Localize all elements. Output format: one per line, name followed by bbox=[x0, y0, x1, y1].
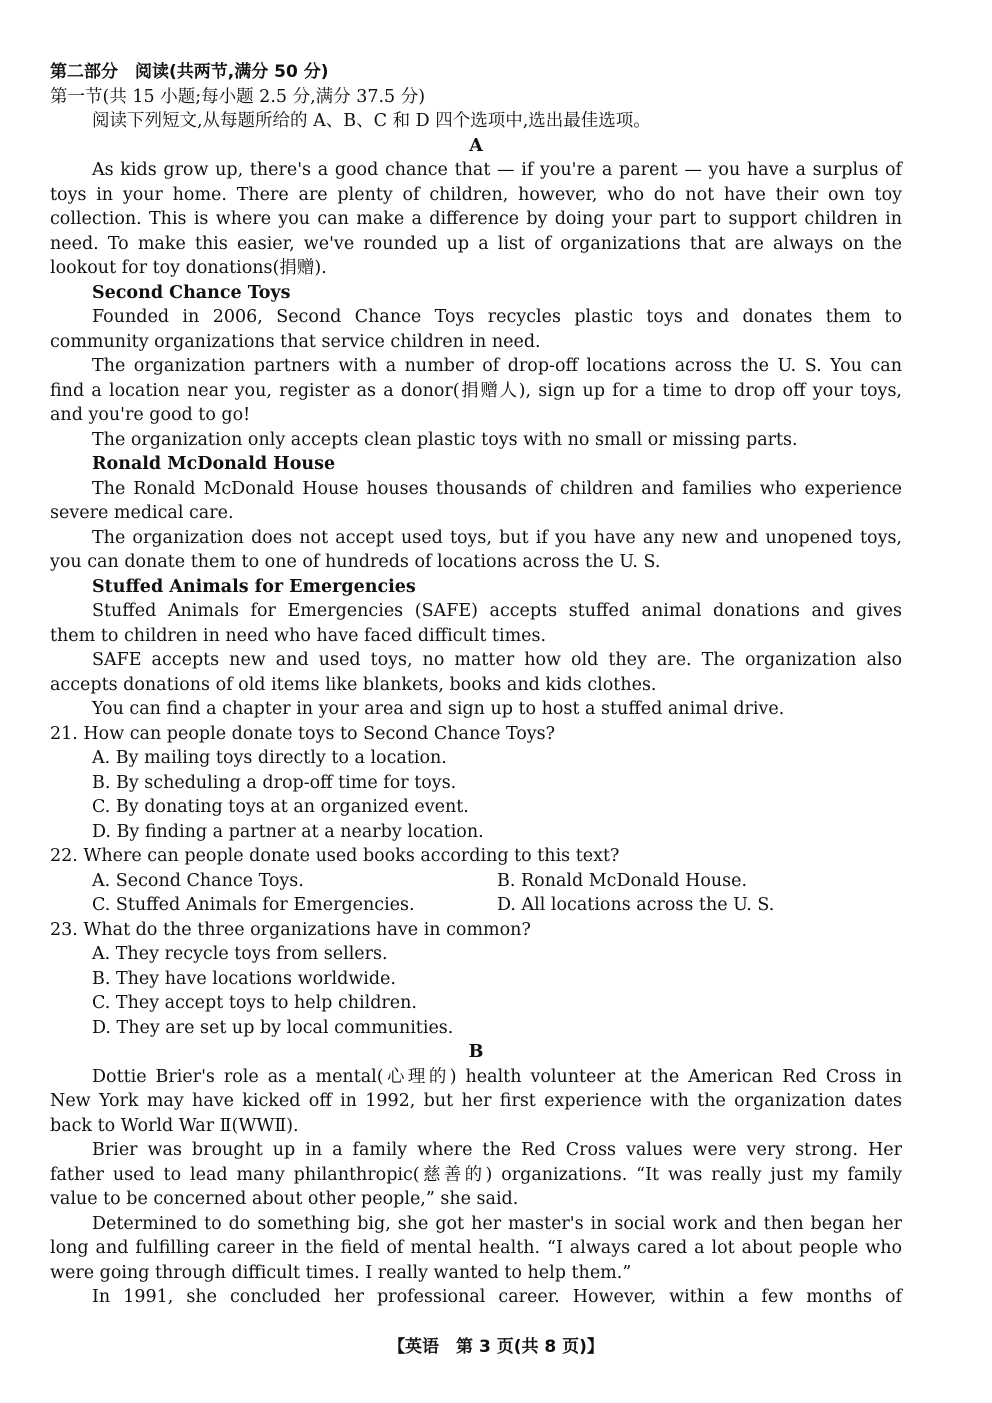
passage-text: The organization only accepts clean plastic toys with no small or missing parts. bbox=[92, 429, 798, 450]
passage-text: collection. This is where you can make a difference by doing your part to support children in bbox=[50, 209, 902, 229]
question-option: C. They accept toys to help children. bbox=[92, 993, 417, 1013]
passage-text: long and fulfilling career in the field of mental health. “I always cared a lot about people who bbox=[50, 1238, 902, 1258]
passage-text: Brier was brought up in a family where the Red Cross values were very strong. Her bbox=[92, 1140, 902, 1160]
option-row bbox=[50, 869, 902, 894]
passage-b-letter: B bbox=[468, 1042, 484, 1062]
exam-page bbox=[50, 60, 902, 1310]
question-option: A. They recycle toys from sellers. bbox=[92, 944, 388, 964]
passage-text: You can find a chapter in your area and sign up to host a stuffed animal drive. bbox=[92, 699, 785, 719]
passage-text: The Ronald McDonald House houses thousands of children and families who experience bbox=[92, 478, 902, 499]
org-title: Stuffed Animals for Emergencies bbox=[92, 576, 416, 597]
passage-text: New York may have kicked off in 1992, but her first experience with the organization dates bbox=[50, 1091, 902, 1111]
passage-text: them to children in need who have faced difficult times. bbox=[50, 625, 547, 646]
instruction: 阅读下列短文,从每题所给的 A、B、C 和 D 四个选项中,选出最佳选项。 bbox=[92, 111, 651, 131]
passage-text: father used to lead many philanthropic(慈善的) organizations. “It was really just my family bbox=[50, 1164, 902, 1185]
question-option: B. Ronald McDonald House. bbox=[497, 870, 748, 891]
passage-text: need. To make this easier, we've rounded up a list of organizations that are always on the bbox=[50, 233, 902, 254]
question-stem: 23. What do the three organizations have in common? bbox=[50, 919, 531, 940]
passage-text: As kids grow up, there's a good chance that — if you're a parent — you have a surplus of bbox=[92, 160, 902, 180]
passage-text: you can donate them to one of hundreds of locations across the U. S. bbox=[50, 552, 661, 572]
passage-text: value to be concerned about other people,” she said. bbox=[50, 1189, 519, 1209]
question-stem: 22. Where can people donate used books according to this text? bbox=[50, 846, 620, 866]
passage-a-letter: A bbox=[469, 135, 483, 156]
passage-text: In 1991, she concluded her professional career. However, within a few months of bbox=[92, 1287, 902, 1307]
passage-text: Determined to do something big, she got her master's in social work and then began her bbox=[92, 1213, 902, 1234]
passage-text: find a location near you, register as a donor(捐赠人), sign up for a time to drop off your toys, bbox=[50, 380, 902, 401]
org-title: Second Chance Toys bbox=[92, 282, 291, 303]
passage-text: accepts donations of old items like blankets, books and kids clothes. bbox=[50, 674, 657, 695]
question-option: C. By donating toys at an organized event. bbox=[92, 797, 469, 817]
question-option: D. They are set up by local communities. bbox=[92, 1017, 454, 1038]
passage-text: The organization partners with a number of drop-off locations across the U. S. You can bbox=[92, 356, 902, 376]
passage-text: Dottie Brier's role as a mental(心理的) health volunteer at the American Red Cross in bbox=[92, 1066, 902, 1087]
question-option: B. By scheduling a drop-off time for toys. bbox=[92, 772, 457, 793]
question-stem: 21. How can people donate toys to Second Chance Toys? bbox=[50, 723, 556, 744]
passage-text: back to World War Ⅱ(WWⅡ). bbox=[50, 1115, 299, 1136]
part-heading: 第二部分 阅读(共两节,满分 50 分) bbox=[50, 62, 329, 82]
question-option: A. Second Chance Toys. bbox=[92, 870, 304, 891]
question-option: A. By mailing toys directly to a location. bbox=[92, 748, 447, 768]
section-heading: 第一节(共 15 小题;每小题 2.5 分,满分 37.5 分) bbox=[50, 86, 426, 107]
page-footer: 【英语 第 3 页(共 8 页)】 bbox=[388, 1337, 604, 1357]
passage-text: community organizations that service children in need. bbox=[50, 331, 541, 352]
passage-text: and you're good to go! bbox=[50, 405, 251, 425]
passage-text: were going through difficult times. I really wanted to help them.” bbox=[50, 1262, 632, 1283]
passage-text: toys in your home. There are plenty of children, however, who do not have their own toy bbox=[50, 184, 902, 205]
question-option: D. By finding a partner at a nearby location. bbox=[92, 821, 484, 842]
passage-text: The organization does not accept used toys, but if you have any new and unopened toys, bbox=[92, 527, 902, 548]
org-title: Ronald McDonald House bbox=[92, 454, 336, 474]
passage-text: severe medical care. bbox=[50, 503, 234, 523]
passage-text: SAFE accepts new and used toys, no matter how old they are. The organization also bbox=[92, 650, 902, 670]
question-option: B. They have locations worldwide. bbox=[92, 968, 396, 989]
option-row bbox=[50, 893, 902, 918]
passage-text: Stuffed Animals for Emergencies (SAFE) accepts stuffed animal donations and gives bbox=[92, 601, 902, 621]
question-option: D. All locations across the U. S. bbox=[497, 895, 775, 915]
passage-text: lookout for toy donations(捐赠). bbox=[50, 258, 327, 278]
passage-text: Founded in 2006, Second Chance Toys recycles plastic toys and donates them to bbox=[92, 307, 902, 327]
question-option: C. Stuffed Animals for Emergencies. bbox=[92, 895, 415, 915]
